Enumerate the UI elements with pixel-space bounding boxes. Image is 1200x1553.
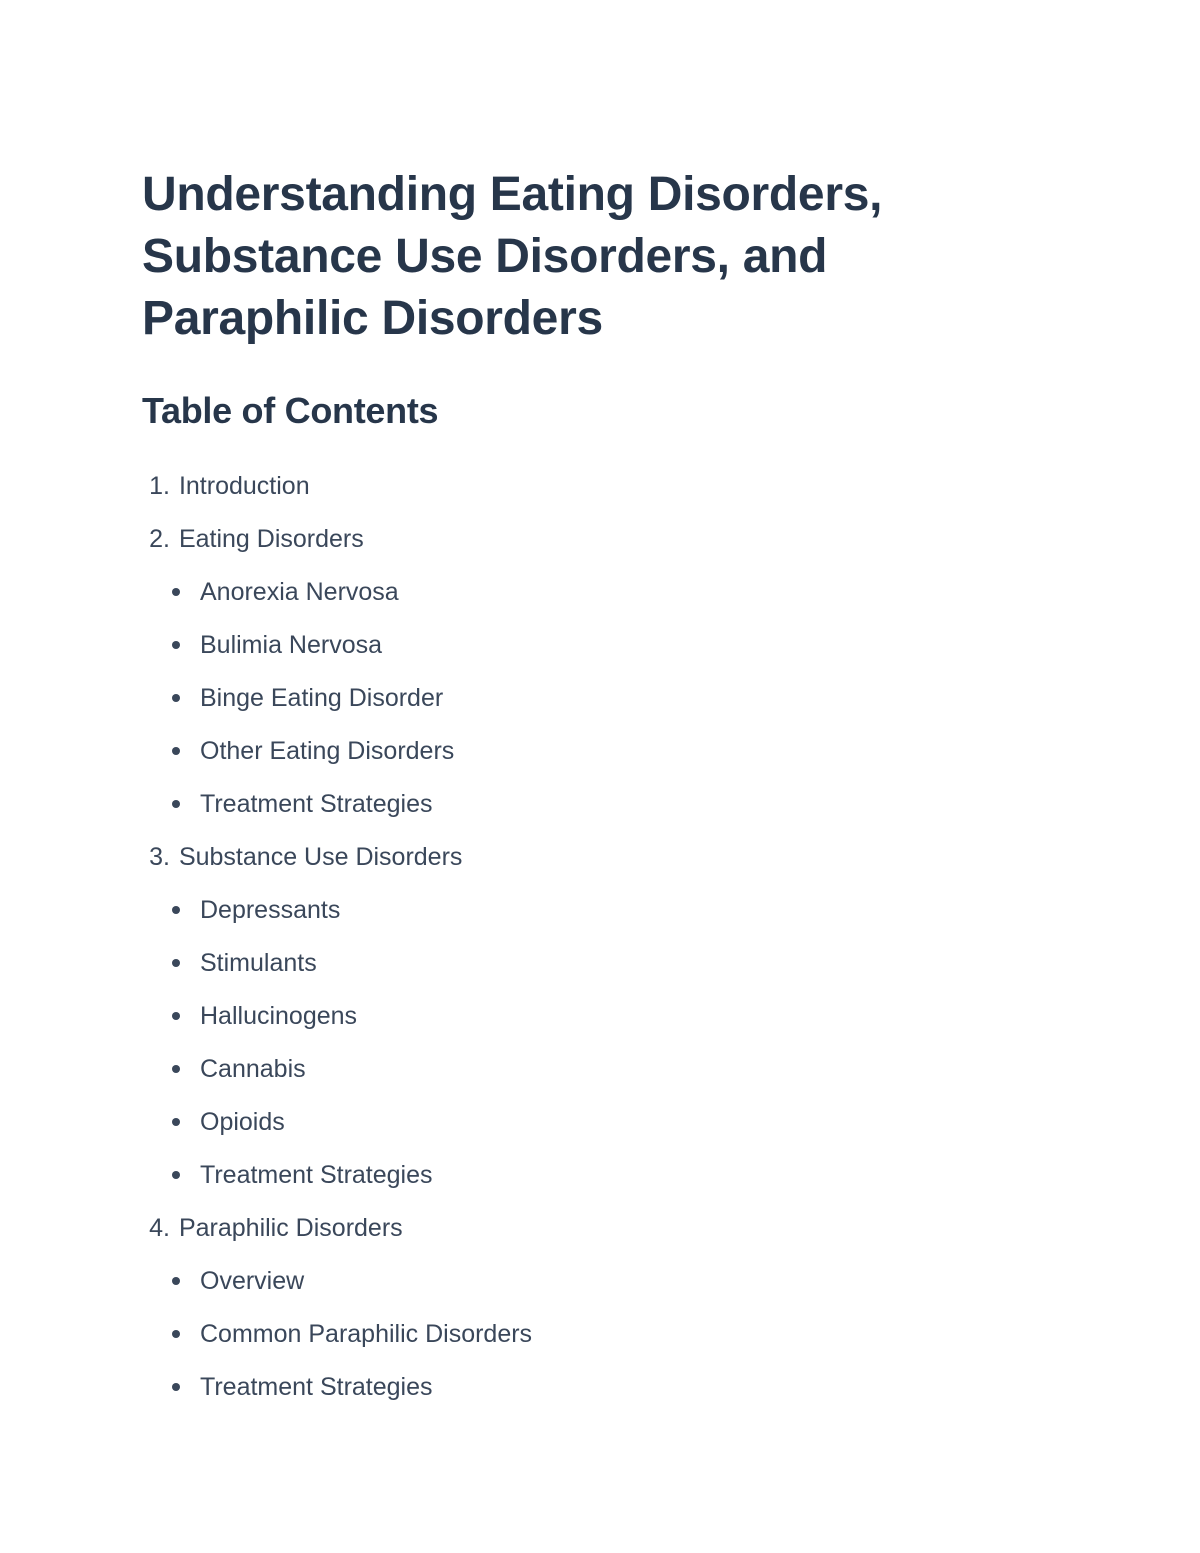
toc-entry-label: Substance Use Disorders (178, 843, 463, 871)
toc-subentry-label: Overview (200, 1267, 305, 1295)
toc-section (142, 1202, 1062, 1414)
bullet-icon (172, 959, 180, 967)
toc-subentry[interactable] (172, 1043, 1062, 1096)
toc-subentry[interactable] (172, 566, 1062, 619)
toc-subentry[interactable] (172, 1096, 1062, 1149)
toc-entry-number: 3. (149, 843, 170, 871)
bullet-icon (172, 800, 180, 808)
toc-subentry[interactable] (172, 725, 1062, 778)
toc-sublist (142, 566, 1062, 831)
toc-subentry-label: Binge Eating Disorder (200, 684, 444, 712)
toc-entry-label: Paraphilic Disorders (178, 1214, 403, 1242)
toc-subentry-label: Treatment Strategies (200, 1161, 433, 1189)
bullet-icon (172, 1277, 180, 1285)
toc-heading: Table of Contents (142, 390, 439, 431)
toc-subentry[interactable] (172, 1149, 1062, 1202)
toc-subentry[interactable] (172, 937, 1062, 990)
table-of-contents (142, 460, 1062, 1414)
toc-section (142, 831, 1062, 1202)
toc-subentry-label: Treatment Strategies (200, 790, 433, 818)
toc-subentry-label: Other Eating Disorders (200, 737, 455, 765)
toc-entry-label: Introduction (178, 472, 310, 500)
toc-entry-number: 2. (149, 525, 170, 553)
toc-subentry[interactable] (172, 884, 1062, 937)
toc-entry[interactable] (142, 513, 1062, 566)
toc-subentry-label: Hallucinogens (200, 1002, 358, 1030)
document-page (142, 164, 1062, 1414)
toc-subentry-label: Stimulants (200, 949, 317, 977)
bullet-icon (172, 1118, 180, 1126)
toc-subentry[interactable] (172, 619, 1062, 672)
toc-subentry-label: Depressants (200, 896, 341, 924)
toc-section (142, 460, 1062, 513)
toc-subentry[interactable] (172, 778, 1062, 831)
toc-subentry-label: Anorexia Nervosa (200, 578, 399, 606)
toc-subentry-label: Bulimia Nervosa (200, 631, 383, 659)
toc-entry[interactable] (142, 831, 1062, 884)
document-title: Understanding Eating Disorders, Substance Use Disorders, and Paraphilic Disorders (142, 168, 883, 345)
toc-entry-number: 4. (149, 1214, 170, 1242)
toc-sublist (142, 1255, 1062, 1414)
toc-subentry-label: Opioids (200, 1108, 285, 1136)
toc-entry[interactable] (142, 1202, 1062, 1255)
bullet-icon (172, 1330, 180, 1338)
bullet-icon (172, 906, 180, 914)
toc-subentry-label: Common Paraphilic Disorders (200, 1320, 533, 1348)
bullet-icon (172, 694, 180, 702)
bullet-icon (172, 1171, 180, 1179)
bullet-icon (172, 641, 180, 649)
toc-subentry[interactable] (172, 1361, 1062, 1414)
toc-entry-label: Eating Disorders (178, 525, 364, 553)
toc-section (142, 513, 1062, 831)
toc-subentry[interactable] (172, 1255, 1062, 1308)
bullet-icon (172, 588, 180, 596)
bullet-icon (172, 1065, 180, 1073)
toc-subentry-label: Treatment Strategies (200, 1373, 433, 1401)
toc-entry[interactable] (142, 460, 1062, 513)
bullet-icon (172, 747, 180, 755)
toc-subentry-label: Cannabis (200, 1055, 306, 1083)
bullet-icon (172, 1012, 180, 1020)
toc-subentry[interactable] (172, 672, 1062, 725)
toc-sublist (142, 884, 1062, 1202)
toc-subentry[interactable] (172, 990, 1062, 1043)
toc-entry-number: 1. (149, 472, 170, 500)
toc-subentry[interactable] (172, 1308, 1062, 1361)
bullet-icon (172, 1383, 180, 1391)
